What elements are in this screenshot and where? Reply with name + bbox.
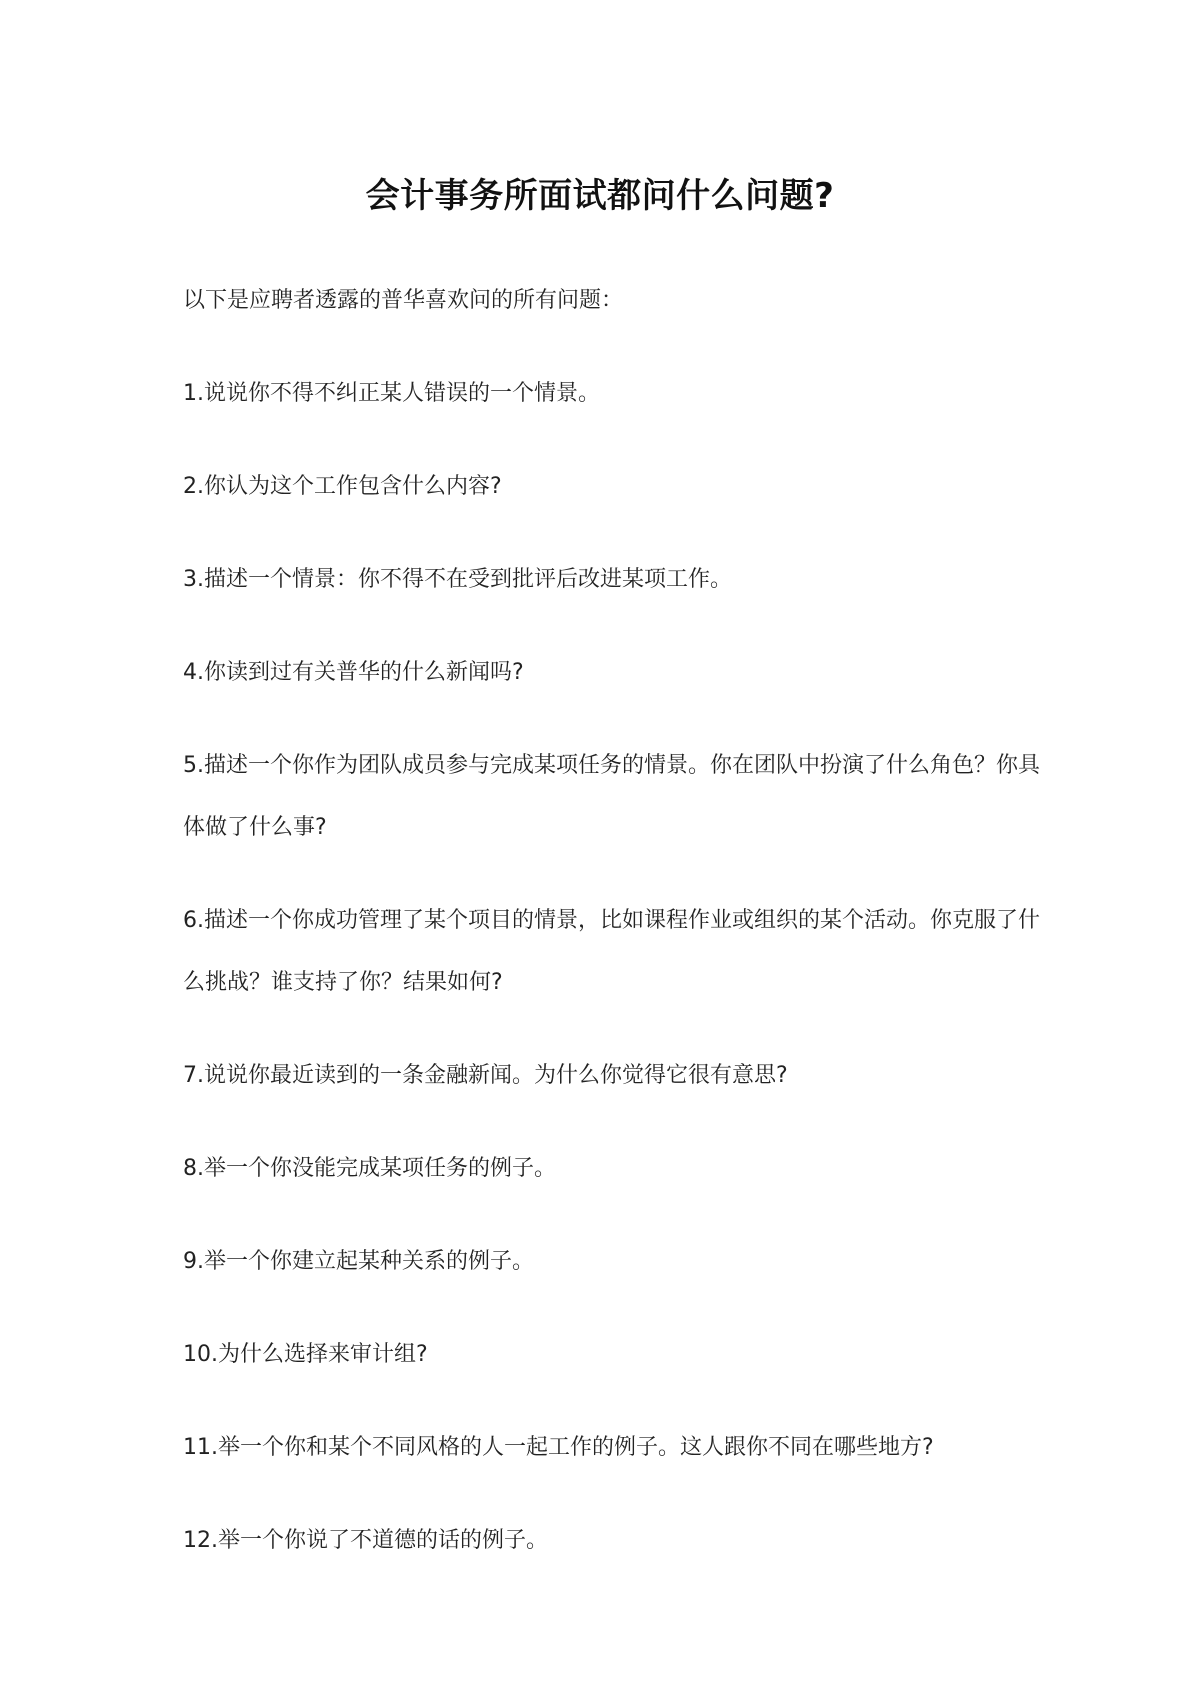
intro-paragraph: 以下是应聘者透露的普华喜欢问的所有问题： [183, 288, 624, 313]
question-item: 8.举一个你没能完成某项任务的例子。 [183, 1156, 556, 1181]
question-item: 1.说说你不得不纠正某人错误的一个情景。 [183, 381, 600, 406]
question-item: 7.说说你最近读到的一条金融新闻。为什么你觉得它很有意思? [183, 1063, 788, 1088]
question-item: 5.描述一个你作为团队成员参与完成某项任务的情景。你在团队中扮演了什么角色？你具体做了什么事? [183, 753, 1040, 840]
question-item: 4.你读到过有关普华的什么新闻吗? [183, 660, 524, 685]
question-item: 2.你认为这个工作包含什么内容? [183, 474, 502, 499]
question-item: 9.举一个你建立起某种关系的例子。 [183, 1249, 534, 1274]
question-item: 6.描述一个你成功管理了某个项目的情景，比如课程作业或组织的某个活动。你克服了什么挑战？谁支持了你？结果如何? [183, 908, 1040, 995]
question-item: 10.为什么选择来审计组? [183, 1342, 428, 1367]
question-item: 3.描述一个情景：你不得不在受到批评后改进某项工作。 [183, 567, 732, 592]
question-item: 11.举一个你和某个不同风格的人一起工作的例子。这人跟你不同在哪些地方? [183, 1435, 934, 1460]
question-item: 12.举一个你说了不道德的话的例子。 [183, 1528, 548, 1553]
document-body [183, 270, 1043, 1603]
page-title: 会计事务所面试都问什么问题? [365, 176, 835, 216]
